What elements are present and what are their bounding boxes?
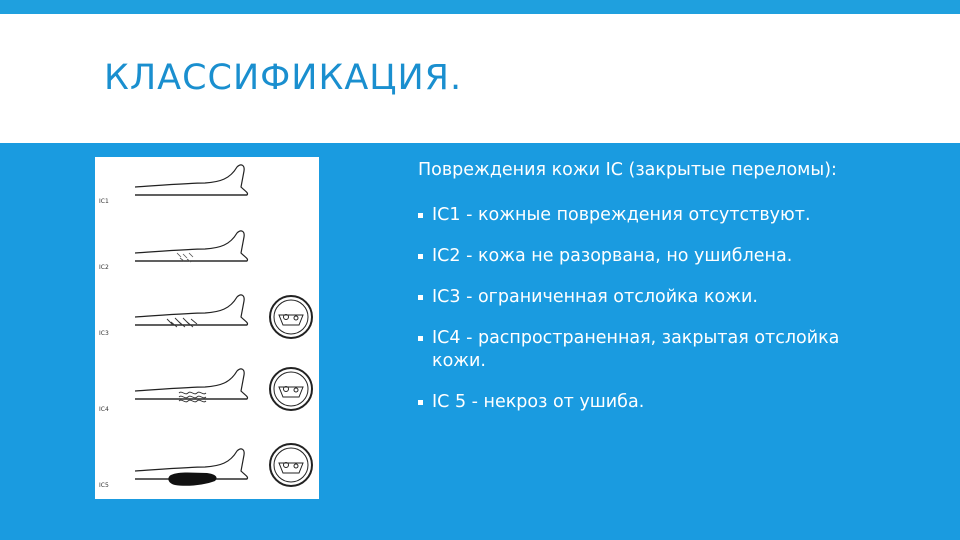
figure-label-ic3: IC3 (99, 330, 109, 337)
bullet-text: IC3 - ограниченная отслойка кожи. (432, 287, 758, 307)
top-accent-strip (0, 0, 960, 14)
bullet-text: IC1 - кожные повреждения отсутствуют. (432, 205, 811, 225)
list-item (418, 204, 898, 227)
leg-diagram-ic4 (135, 368, 312, 410)
bullet-text: IC4 - распространенная, закрытая отслойка кожи. (432, 328, 840, 371)
bullet-icon (418, 254, 423, 259)
leg-injury-figure (95, 157, 319, 499)
bullet-list (418, 204, 898, 432)
leg-diagram-ic5 (135, 444, 312, 486)
bullet-text: IC2 - кожа не разорвана, но ушиблена. (432, 246, 793, 266)
list-item (418, 391, 898, 414)
bullet-icon (418, 336, 423, 341)
bullet-text: IC 5 - некроз от ушиба. (432, 392, 645, 412)
figure-label-ic2: IC2 (99, 264, 109, 271)
bullet-icon (418, 213, 423, 218)
list-item (418, 327, 898, 373)
leg-diagram-ic3 (135, 295, 312, 338)
intro-text: Повреждения кожи IC (закрытые переломы): (418, 160, 837, 180)
leg-diagram-ic1 (135, 165, 248, 195)
figure-label-ic1: IC1 (99, 198, 109, 205)
list-item (418, 245, 898, 268)
list-item (418, 286, 898, 309)
figure-label-ic4: IC4 (99, 406, 109, 413)
figure-label-ic5: IC5 (99, 482, 109, 489)
bullet-icon (418, 295, 423, 300)
slide-title: КЛАССИФИКАЦИЯ. (104, 58, 463, 98)
leg-diagram-ic2 (135, 231, 248, 262)
bullet-icon (418, 400, 423, 405)
